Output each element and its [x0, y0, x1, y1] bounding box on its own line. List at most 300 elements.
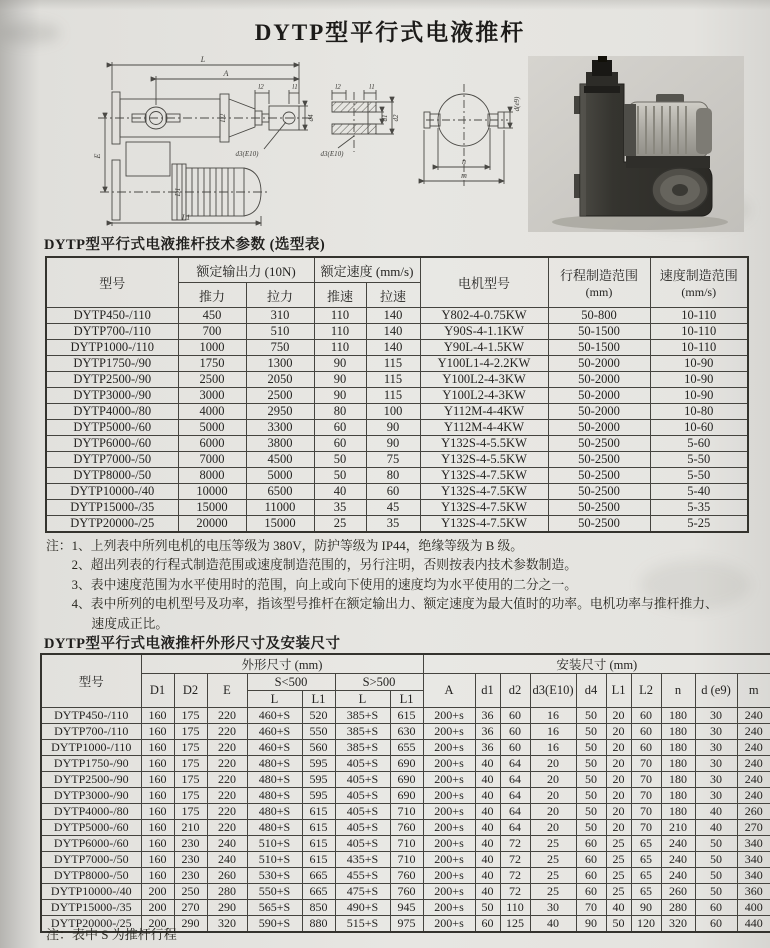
table-row: [41, 836, 770, 852]
value-cell: 530+S: [247, 868, 302, 884]
model-cell: DYTP700-/110: [46, 324, 178, 340]
model-cell: DYTP5000-/60: [41, 820, 141, 836]
value-cell: 160: [141, 804, 174, 820]
value-cell: 3300: [246, 420, 314, 436]
col-header-d1: d1: [475, 674, 500, 708]
notes-block: [46, 537, 718, 634]
model-cell: DYTP1750-/90: [41, 756, 141, 772]
bottom-note: 注：表中 S 为推杆行程: [46, 927, 177, 942]
value-cell: 50: [576, 740, 606, 756]
col-header-n: n: [661, 674, 695, 708]
value-cell: 60: [475, 916, 500, 933]
value-cell: 595: [302, 788, 335, 804]
value-cell: 60: [576, 868, 606, 884]
value-cell: 615: [302, 804, 335, 820]
value-cell: 50-2000: [548, 420, 650, 436]
value-cell: 750: [246, 340, 314, 356]
value-cell: 40: [695, 804, 737, 820]
table-row: [46, 484, 748, 500]
col-header-rated-output: 额定输出力 (10N): [178, 257, 314, 283]
value-cell: 200+s: [423, 884, 475, 900]
model-cell: DYTP3000-/90: [41, 788, 141, 804]
value-cell: 270: [174, 900, 207, 916]
value-cell: 10-60: [650, 420, 748, 436]
table-row: [41, 852, 770, 868]
value-cell: 36: [475, 708, 500, 724]
col-header-outline-dims: 外形尺寸 (mm): [141, 654, 423, 674]
value-cell: 15000: [246, 516, 314, 533]
col-header-d2: d2: [500, 674, 530, 708]
value-cell: 64: [500, 804, 530, 820]
value-cell: 25: [530, 852, 576, 868]
col-header-rated-speed: 额定速度 (mm/s): [314, 257, 420, 283]
dim-label-m: m: [461, 171, 467, 180]
value-cell: 35: [366, 516, 420, 533]
col-header-push-force: 推力: [178, 283, 246, 308]
value-cell: 20: [606, 708, 631, 724]
value-cell: 70: [631, 788, 661, 804]
value-cell: 70: [631, 804, 661, 820]
value-cell: 615: [390, 708, 423, 724]
col-header-L2: L2: [631, 674, 661, 708]
value-cell: 180: [661, 708, 695, 724]
value-cell: 5000: [178, 420, 246, 436]
model-cell: DYTP7000-/50: [46, 452, 178, 468]
value-cell: 615: [302, 836, 335, 852]
value-cell: 20: [606, 740, 631, 756]
value-cell: 360: [737, 884, 770, 900]
product-photo-image: [528, 56, 744, 232]
value-cell: 880: [302, 916, 335, 933]
value-cell: 90: [366, 436, 420, 452]
value-cell: 230: [174, 836, 207, 852]
value-cell: 72: [500, 868, 530, 884]
value-cell: 50-1500: [548, 340, 650, 356]
stroke-range-text: 行程制造范围: [560, 268, 639, 283]
value-cell: 40: [475, 804, 500, 820]
value-cell: 200+s: [423, 836, 475, 852]
value-cell: 310: [246, 308, 314, 324]
value-cell: 70: [631, 772, 661, 788]
dim-label-l2: l2: [258, 83, 264, 91]
value-cell: 25: [314, 516, 366, 533]
table-row: [46, 516, 748, 533]
value-cell: 175: [174, 788, 207, 804]
value-cell: 220: [207, 708, 247, 724]
value-cell: 5-25: [650, 516, 748, 533]
value-cell: 120: [631, 916, 661, 933]
value-cell: 50: [576, 820, 606, 836]
value-cell: 280: [207, 884, 247, 900]
model-cell: DYTP20000-/25: [46, 516, 178, 533]
value-cell: 220: [207, 772, 247, 788]
model-cell: DYTP8000-/50: [41, 868, 141, 884]
model-cell: DYTP7000-/50: [41, 852, 141, 868]
value-cell: 760: [390, 820, 423, 836]
value-cell: 240: [661, 852, 695, 868]
value-cell: 220: [207, 740, 247, 756]
value-cell: 40: [475, 788, 500, 804]
table-row: [41, 868, 770, 884]
table-row: [41, 788, 770, 804]
value-cell: 110: [314, 308, 366, 324]
value-cell: 60: [500, 724, 530, 740]
value-cell: 65: [631, 836, 661, 852]
col-header-motor-model: 电机型号: [420, 257, 548, 308]
value-cell: 50-2500: [548, 500, 650, 516]
col-header-L1-gt: L1: [390, 691, 423, 708]
col-header-L-lt: L: [247, 691, 302, 708]
value-cell: Y90S-4-1.1KW: [420, 324, 548, 340]
value-cell: 125: [500, 916, 530, 933]
value-cell: 475+S: [335, 884, 390, 900]
table-row: [41, 820, 770, 836]
model-cell: DYTP1000-/110: [46, 340, 178, 356]
value-cell: 50-2500: [548, 452, 650, 468]
value-cell: 45: [366, 500, 420, 516]
value-cell: 4000: [178, 404, 246, 420]
value-cell: 200+s: [423, 740, 475, 756]
value-cell: 25: [606, 836, 631, 852]
value-cell: 8000: [178, 468, 246, 484]
value-cell: 200+s: [423, 852, 475, 868]
col-header-install-dims: 安装尺寸 (mm): [423, 654, 770, 674]
model-cell: DYTP20000-/25: [41, 916, 141, 933]
value-cell: 60: [631, 724, 661, 740]
value-cell: 340: [737, 836, 770, 852]
value-cell: 240: [737, 788, 770, 804]
value-cell: 20000: [178, 516, 246, 533]
technical-drawing: [92, 56, 524, 228]
value-cell: 210: [174, 820, 207, 836]
value-cell: 40: [475, 852, 500, 868]
dim-label-L: L: [200, 56, 206, 64]
value-cell: 90: [314, 356, 366, 372]
value-cell: 7000: [178, 452, 246, 468]
value-cell: 25: [530, 836, 576, 852]
value-cell: Y132S-4-7.5KW: [420, 516, 548, 533]
value-cell: 64: [500, 820, 530, 836]
value-cell: 510: [246, 324, 314, 340]
value-cell: 5-50: [650, 452, 748, 468]
value-cell: 20: [530, 756, 576, 772]
value-cell: Y90L-4-1.5KW: [420, 340, 548, 356]
note-item-2: 2、超出列表的行程式制造范围或速度制造范围的，另行注明，否则按表内技术参数制造。: [71, 558, 578, 573]
note-item-3: 3、表中速度范围为水平使用时的范围，向上或向下使用的速度均为水平使用的二分之一。: [71, 577, 578, 592]
value-cell: 180: [661, 740, 695, 756]
value-cell: Y100L2-4-3KW: [420, 388, 548, 404]
product-photo: [528, 56, 744, 232]
value-cell: 510+S: [247, 836, 302, 852]
value-cell: 80: [314, 404, 366, 420]
value-cell: 40: [475, 820, 500, 836]
model-cell: DYTP4000-/80: [46, 404, 178, 420]
value-cell: 72: [500, 836, 530, 852]
model-cell: DYTP2500-/90: [46, 372, 178, 388]
value-cell: 5000: [246, 468, 314, 484]
model-cell: DYTP3000-/90: [46, 388, 178, 404]
value-cell: 36: [475, 740, 500, 756]
value-cell: 180: [661, 772, 695, 788]
value-cell: 440: [737, 916, 770, 933]
value-cell: 72: [500, 852, 530, 868]
value-cell: 20: [606, 804, 631, 820]
value-cell: 115: [366, 372, 420, 388]
col-header-A: A: [423, 674, 475, 708]
value-cell: 140: [366, 308, 420, 324]
value-cell: 200: [141, 884, 174, 900]
value-cell: 64: [500, 772, 530, 788]
value-cell: 630: [390, 724, 423, 740]
value-cell: 210: [661, 820, 695, 836]
value-cell: 200: [141, 900, 174, 916]
value-cell: 10000: [178, 484, 246, 500]
value-cell: 70: [631, 820, 661, 836]
value-cell: 60: [576, 852, 606, 868]
table-row: [41, 804, 770, 820]
value-cell: 405+S: [335, 836, 390, 852]
value-cell: 6000: [178, 436, 246, 452]
value-cell: 385+S: [335, 740, 390, 756]
value-cell: 320: [207, 916, 247, 933]
value-cell: 50-2500: [548, 516, 650, 533]
table-row: [41, 772, 770, 788]
table-row: [41, 740, 770, 756]
value-cell: 520: [302, 708, 335, 724]
value-cell: 50: [576, 788, 606, 804]
value-cell: 50: [606, 916, 631, 933]
value-cell: 760: [390, 868, 423, 884]
table-row: [41, 884, 770, 900]
dim-label-d3: d3(E10): [235, 150, 259, 158]
value-cell: 110: [314, 324, 366, 340]
value-cell: 320: [661, 916, 695, 933]
value-cell: 11000: [246, 500, 314, 516]
value-cell: 60: [576, 884, 606, 900]
value-cell: 450: [178, 308, 246, 324]
value-cell: 40: [475, 836, 500, 852]
value-cell: 690: [390, 756, 423, 772]
value-cell: 455+S: [335, 868, 390, 884]
value-cell: 220: [207, 788, 247, 804]
stroke-range-unit: (mm): [585, 285, 613, 299]
value-cell: 160: [141, 788, 174, 804]
value-cell: 700: [178, 324, 246, 340]
model-cell: DYTP1000-/110: [41, 740, 141, 756]
value-cell: 340: [737, 868, 770, 884]
value-cell: 405+S: [335, 772, 390, 788]
value-cell: 180: [661, 804, 695, 820]
table-row: [46, 372, 748, 388]
value-cell: 160: [141, 740, 174, 756]
dim-label-D1: D1: [174, 187, 182, 197]
table-row: [46, 340, 748, 356]
value-cell: 90: [631, 900, 661, 916]
table-row: [41, 756, 770, 772]
value-cell: 200+s: [423, 916, 475, 933]
value-cell: 270: [737, 820, 770, 836]
value-cell: 6500: [246, 484, 314, 500]
value-cell: 490+S: [335, 900, 390, 916]
value-cell: 175: [174, 804, 207, 820]
value-cell: 240: [737, 708, 770, 724]
model-cell: DYTP10000-/40: [41, 884, 141, 900]
value-cell: 385+S: [335, 724, 390, 740]
value-cell: 710: [390, 804, 423, 820]
value-cell: 10-90: [650, 356, 748, 372]
col-header-m: m: [737, 674, 770, 708]
value-cell: 60: [314, 436, 366, 452]
value-cell: 90: [314, 372, 366, 388]
value-cell: Y132S-4-7.5KW: [420, 484, 548, 500]
value-cell: 615: [302, 820, 335, 836]
value-cell: 50: [576, 772, 606, 788]
dim-label-de9: d(e9): [513, 96, 521, 112]
value-cell: 405+S: [335, 756, 390, 772]
value-cell: 200+s: [423, 772, 475, 788]
dimensions-table-body: [41, 708, 770, 933]
value-cell: 3000: [178, 388, 246, 404]
value-cell: Y112M-4-4KW: [420, 420, 548, 436]
value-cell: 115: [366, 388, 420, 404]
table-row: [46, 420, 748, 436]
value-cell: 60: [695, 916, 737, 933]
value-cell: 480+S: [247, 772, 302, 788]
value-cell: 480+S: [247, 756, 302, 772]
value-cell: 160: [141, 820, 174, 836]
value-cell: 65: [631, 868, 661, 884]
value-cell: 72: [500, 884, 530, 900]
value-cell: 5-40: [650, 484, 748, 500]
value-cell: 50-2500: [548, 468, 650, 484]
value-cell: 40: [475, 772, 500, 788]
value-cell: 10-110: [650, 324, 748, 340]
table-row: [46, 388, 748, 404]
value-cell: 850: [302, 900, 335, 916]
value-cell: 40: [606, 900, 631, 916]
value-cell: 200+s: [423, 708, 475, 724]
value-cell: 160: [141, 708, 174, 724]
model-cell: DYTP10000-/40: [46, 484, 178, 500]
col-header-stroke-range: [548, 257, 650, 308]
value-cell: Y100L1-4-2.2KW: [420, 356, 548, 372]
col-header-s-lt-500: S<500: [247, 674, 335, 691]
value-cell: 460+S: [247, 740, 302, 756]
dim-label-A: A: [223, 69, 229, 78]
value-cell: 180: [661, 724, 695, 740]
value-cell: 50: [695, 836, 737, 852]
value-cell: 60: [500, 708, 530, 724]
col-header-D2: D2: [174, 674, 207, 708]
col-header-push-speed: 推速: [314, 283, 366, 308]
value-cell: 16: [530, 708, 576, 724]
value-cell: 550+S: [247, 884, 302, 900]
value-cell: 340: [737, 852, 770, 868]
value-cell: 60: [366, 484, 420, 500]
value-cell: 260: [737, 804, 770, 820]
value-cell: 200+s: [423, 756, 475, 772]
value-cell: 50: [695, 868, 737, 884]
value-cell: 290: [174, 916, 207, 933]
value-cell: 115: [366, 356, 420, 372]
value-cell: 5-35: [650, 500, 748, 516]
value-cell: 30: [695, 740, 737, 756]
value-cell: 1000: [178, 340, 246, 356]
value-cell: 30: [695, 708, 737, 724]
value-cell: 220: [207, 820, 247, 836]
value-cell: 385+S: [335, 708, 390, 724]
value-cell: 175: [174, 708, 207, 724]
value-cell: 30: [695, 756, 737, 772]
value-cell: Y132S-4-7.5KW: [420, 468, 548, 484]
value-cell: 550: [302, 724, 335, 740]
value-cell: 50: [475, 900, 500, 916]
value-cell: 405+S: [335, 788, 390, 804]
value-cell: 20: [606, 788, 631, 804]
model-cell: DYTP450-/110: [46, 308, 178, 324]
value-cell: 30: [695, 724, 737, 740]
value-cell: 50-2000: [548, 372, 650, 388]
value-cell: 160: [141, 724, 174, 740]
value-cell: 290: [207, 900, 247, 916]
value-cell: 240: [661, 868, 695, 884]
value-cell: 20: [606, 724, 631, 740]
value-cell: Y132S-4-7.5KW: [420, 500, 548, 516]
page-title: DYTP型平行式电液推杆: [254, 20, 526, 45]
value-cell: 160: [141, 756, 174, 772]
value-cell: Y112M-4-4KW: [420, 404, 548, 420]
table-row: [46, 308, 748, 324]
value-cell: 5-50: [650, 468, 748, 484]
value-cell: 260: [207, 868, 247, 884]
value-cell: 260: [661, 884, 695, 900]
value-cell: 20: [530, 804, 576, 820]
value-cell: 240: [661, 836, 695, 852]
value-cell: 5-60: [650, 436, 748, 452]
value-cell: 40: [530, 916, 576, 933]
value-cell: 200+s: [423, 820, 475, 836]
value-cell: 140: [366, 324, 420, 340]
table-row: [46, 356, 748, 372]
value-cell: 60: [576, 836, 606, 852]
value-cell: 80: [366, 468, 420, 484]
value-cell: 2500: [246, 388, 314, 404]
col-header-D1: D1: [141, 674, 174, 708]
model-cell: DYTP6000-/60: [46, 436, 178, 452]
table-row: [41, 724, 770, 740]
value-cell: 175: [174, 756, 207, 772]
value-cell: 10-110: [650, 308, 748, 324]
notes-label: 注：: [46, 539, 72, 553]
value-cell: 760: [390, 884, 423, 900]
value-cell: 180: [661, 756, 695, 772]
value-cell: 60: [500, 740, 530, 756]
value-cell: 50-2000: [548, 356, 650, 372]
section2-title: DYTP型平行式电液推杆外形尺寸及安装尺寸: [44, 636, 341, 652]
value-cell: 65: [631, 884, 661, 900]
value-cell: 100: [366, 404, 420, 420]
value-cell: 25: [606, 868, 631, 884]
value-cell: 480+S: [247, 804, 302, 820]
value-cell: 200+s: [423, 900, 475, 916]
table-row: [46, 468, 748, 484]
table-row: [46, 452, 748, 468]
value-cell: 50: [695, 884, 737, 900]
parameters-table: [45, 256, 749, 533]
value-cell: Y802-4-0.75KW: [420, 308, 548, 324]
value-cell: 10-80: [650, 404, 748, 420]
value-cell: 50-800: [548, 308, 650, 324]
